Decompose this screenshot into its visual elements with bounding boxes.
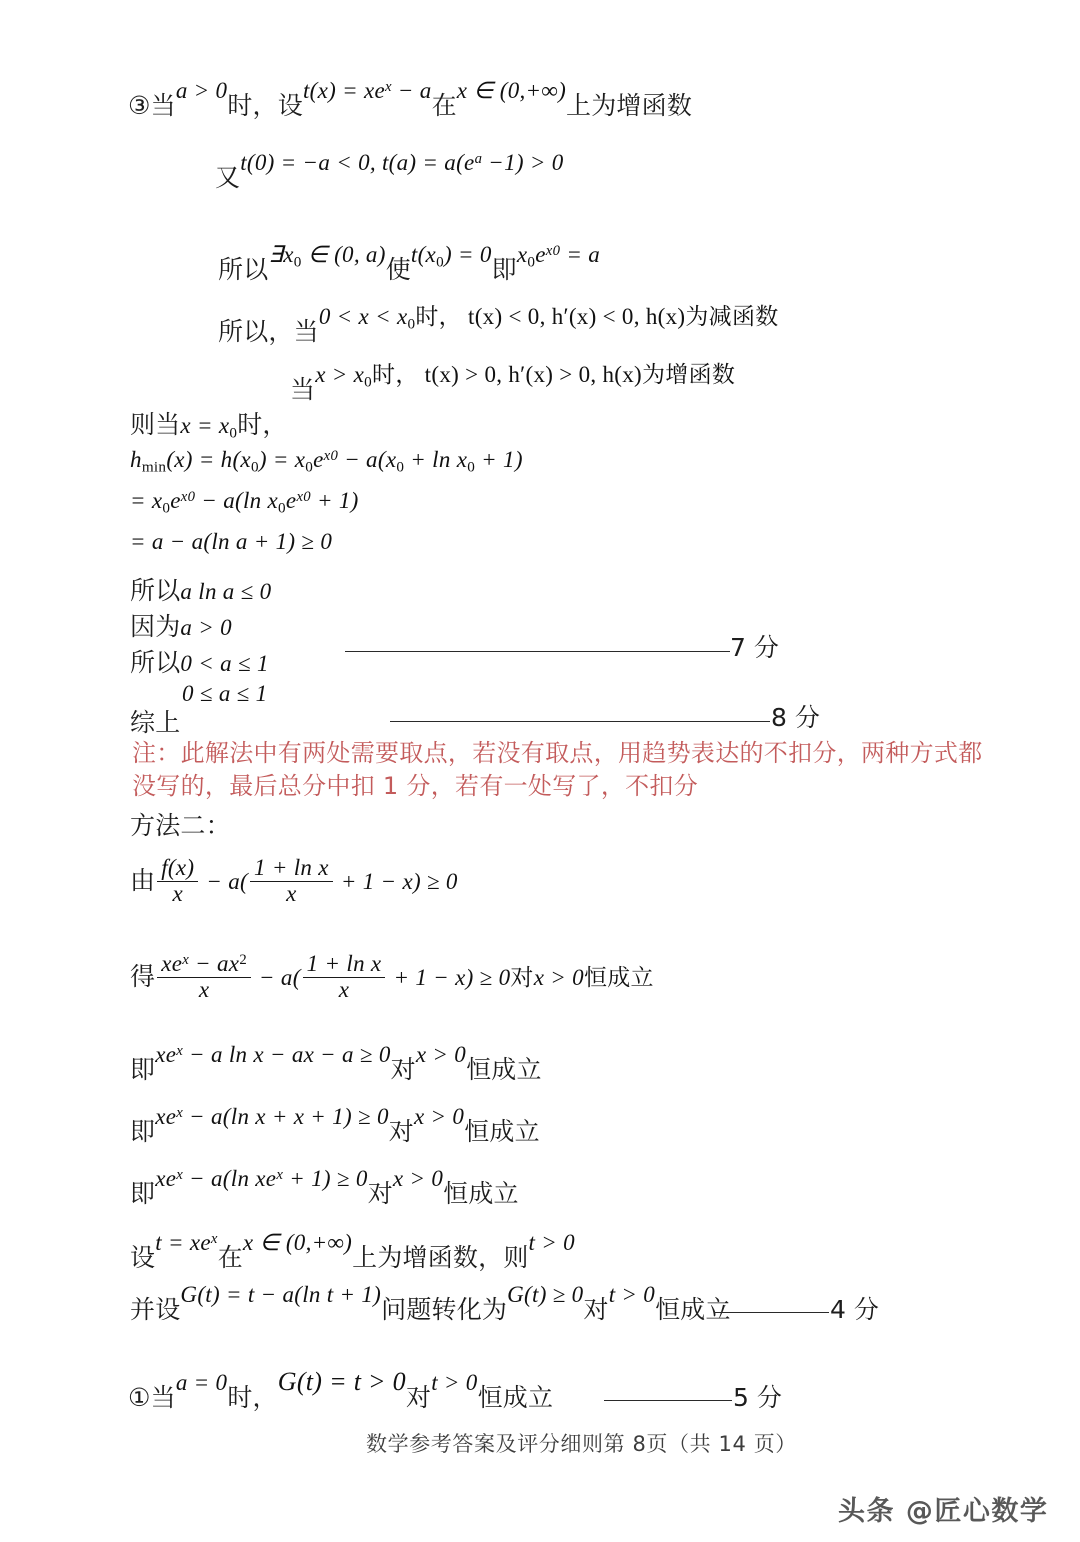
case-marker-1: ①当 bbox=[128, 1383, 176, 1412]
math-x0-exp-equals-a: $x_0e^{x0} = a$ bbox=[516, 242, 601, 271]
always-holds-label-2: 恒成立 bbox=[464, 1117, 540, 1146]
math-namely-3: $xe^x - a(\ln$ $xe^x + 1) \ge 0$ bbox=[155, 1166, 368, 1191]
math-t-substitution: $t = xe^x$ bbox=[155, 1230, 218, 1255]
math-increasing-condition: $x > x_0$时， t(x) > 0, h′(x) > 0, h(x)为增函数 bbox=[315, 362, 736, 391]
namely-label-3: 即 bbox=[130, 1117, 156, 1146]
math-a-equals-zero: a = 0 bbox=[175, 1370, 228, 1395]
math-exists-x0: $\exists x_0$ ∈ (0, a) bbox=[268, 242, 386, 271]
math-domain-interval-2: x ∈ (0,+∞) bbox=[242, 1230, 353, 1255]
such-that-label: 使 bbox=[385, 255, 411, 284]
step-marker-3: ③当 bbox=[128, 91, 176, 120]
step-3-text-2: 在 bbox=[431, 91, 457, 120]
math-hmin-simplified: = $x_0e^{x0} - a(\ln$ $x_0e^{x0} + 1$) bbox=[130, 488, 359, 517]
for-label-1: 对 bbox=[390, 1055, 416, 1084]
hmin-line-1 bbox=[130, 447, 523, 476]
score-8: 8 分 bbox=[771, 703, 820, 732]
fraction-xex-minus-ax2-over-x: $\frac{xe^x - ax^2}{x}$ bbox=[157, 952, 251, 1003]
then-when-label: 则当 bbox=[130, 410, 181, 439]
define-G-line bbox=[130, 1282, 731, 1326]
score-5: 5 分 bbox=[733, 1383, 782, 1412]
because-line bbox=[130, 607, 232, 643]
decreasing-interval-line bbox=[218, 304, 779, 349]
math-namely-1: $xe^x - a$ ln x − ax − a ≥ 0 bbox=[155, 1042, 391, 1067]
conclusion-math-line bbox=[182, 681, 267, 707]
math-G-equals-t: G(t) = t > 0 bbox=[277, 1367, 406, 1396]
always-holds-label-3: 恒成立 bbox=[443, 1179, 519, 1208]
range-a-line bbox=[130, 643, 269, 679]
step-3-text-3: 上为增函数 bbox=[566, 91, 693, 120]
namely-label-4: 即 bbox=[130, 1179, 156, 1208]
for-label-3: 对 bbox=[367, 1179, 393, 1208]
fraction-fx-over-x: $\frac{f(x)}{x}$ bbox=[157, 856, 198, 907]
fraction-1plusln-over-x-2: $\frac{\text{1 + ln x}}{x}$ bbox=[303, 952, 386, 1003]
math-inequality-fractions: $\frac{f(x)}{x}$ − a( $\frac{\text{1 + ln x}}{x}$ + 1 − x) ≥ 0 bbox=[155, 869, 458, 894]
method-two-label: 方法二： bbox=[130, 811, 231, 840]
conclusion-line bbox=[130, 703, 180, 739]
namely-label-2: 即 bbox=[130, 1055, 156, 1084]
math-a-ln-a: a ln a ≤ 0 bbox=[180, 579, 272, 604]
therefore-label-2: 所以 bbox=[130, 576, 181, 605]
math-G-nonnegative: G(t) ≥ 0 bbox=[507, 1282, 584, 1307]
math-t-definition: $t(x) = xe^x - a$ bbox=[302, 78, 432, 103]
always-holds-label-4: 恒成立 bbox=[655, 1295, 731, 1324]
let-label: 设 bbox=[130, 1243, 156, 1272]
because-label: 因为 bbox=[130, 612, 181, 641]
math-t-positive-3: t > 0 bbox=[431, 1370, 478, 1395]
conclusion-label: 综上 bbox=[130, 708, 181, 737]
problem-reduces-label: 问题转化为 bbox=[381, 1295, 508, 1324]
case-1-line bbox=[128, 1367, 554, 1414]
math-a-range-1: 0 < a ≤ 1 bbox=[180, 651, 269, 676]
math-domain-interval: x ∈ (0,+∞) bbox=[456, 78, 567, 103]
math-namely-2: $xe^x - a(\ln$ x + x + 1) ≥ 0 bbox=[155, 1104, 389, 1129]
math-expanded-inequality: $\frac{xe^x - ax^2}{x}$ − a( $\frac{\text{1 + ln x}}{x}$ + 1 − x) ≥ 0对x > 0恒成立 bbox=[155, 965, 654, 990]
therefore-when-label: 所以，当 bbox=[218, 317, 319, 346]
math-decreasing-condition: $0 < x < x_0$时， t(x) < 0, h′(x) < 0, h(x)为减函数 bbox=[318, 304, 779, 333]
score-rule-5 bbox=[604, 1400, 732, 1401]
math-t-x0-zero: $t(x_0) = 0$ bbox=[410, 242, 492, 271]
for-label-5: 对 bbox=[405, 1383, 432, 1412]
math-x-equals-x0: $x = x_0$ bbox=[180, 413, 238, 442]
always-holds-label-1: 恒成立 bbox=[466, 1055, 542, 1084]
score-rule-8 bbox=[390, 721, 770, 722]
math-t-positive-2: t > 0 bbox=[608, 1282, 656, 1307]
score-rule-4 bbox=[714, 1312, 829, 1313]
and-let-label: 并设 bbox=[130, 1295, 181, 1324]
hmin-line-2 bbox=[130, 488, 359, 517]
step-3-text-1: 时，设 bbox=[227, 91, 303, 120]
increasing-interval-line bbox=[290, 362, 736, 407]
watermark: 头条 @匠心数学 bbox=[838, 1496, 1049, 1527]
alna-line bbox=[130, 571, 271, 607]
substitution-line bbox=[130, 1230, 575, 1274]
then-when-line bbox=[130, 405, 288, 442]
math-hmin-final: = a − a(ln a + 1) ≥ 0 bbox=[130, 529, 333, 554]
step-3-line bbox=[128, 78, 693, 122]
for-label-2: 对 bbox=[388, 1117, 414, 1146]
increasing-function-label: 上为增函数，则 bbox=[352, 1243, 529, 1272]
for-label-4: 对 bbox=[583, 1295, 609, 1324]
from-inequality-line bbox=[130, 856, 458, 907]
math-G-definition: G(t) = t − a(ln t + 1) bbox=[180, 1282, 382, 1307]
therefore-label-3: 所以 bbox=[130, 648, 181, 677]
method-two-heading bbox=[130, 806, 231, 842]
math-a-range-final: 0 ≤ a ≤ 1 bbox=[182, 681, 268, 706]
page-footer: 数学参考答案及评分细则第 8页（共 14 页） bbox=[366, 1432, 797, 1456]
from-label: 由 bbox=[130, 865, 156, 895]
existence-line bbox=[218, 242, 601, 287]
namely-line-3 bbox=[130, 1166, 519, 1210]
grading-note-line-1: 注：此解法中有两处需要取点，若没有取点，用趋势表达的不扣分，两种方式都 bbox=[132, 739, 983, 767]
score-rule-7 bbox=[345, 651, 730, 652]
when-label: 当 bbox=[290, 375, 316, 404]
on-label: 在 bbox=[217, 1243, 243, 1272]
namely-line-1 bbox=[130, 1042, 542, 1086]
math-x-positive-2: x > 0 bbox=[413, 1104, 465, 1129]
obtain-inequality-line bbox=[130, 952, 654, 1003]
math-t-positive: t > 0 bbox=[528, 1230, 575, 1255]
namely-label-1: 即 bbox=[491, 255, 517, 284]
math-x-positive-1: x > 0 bbox=[415, 1042, 467, 1067]
always-holds-label-5: 恒成立 bbox=[477, 1383, 554, 1412]
again-label: 又 bbox=[215, 163, 241, 192]
obtain-label: 得 bbox=[130, 961, 156, 991]
therefore-label-1: 所以 bbox=[218, 255, 269, 284]
score-7: 7 分 bbox=[730, 633, 779, 662]
grading-note-line-2: 没写的，最后总分中扣 1 分，若有一处写了，不扣分 bbox=[132, 772, 699, 800]
sup-x0: x0 bbox=[545, 242, 561, 259]
math-a-positive: a > 0 bbox=[180, 615, 232, 640]
then-when-suffix: 时， bbox=[237, 410, 288, 439]
math-hmin-expression: $h_{min}(x) = h(x_0) = x_0e^{x0} - a(x_0 + \ln x_0 + 1)$ bbox=[130, 447, 523, 476]
case-1-when-label: 时， bbox=[227, 1383, 278, 1412]
score-4: 4 分 bbox=[830, 1295, 879, 1324]
namely-line-2 bbox=[130, 1104, 540, 1148]
again-line bbox=[215, 150, 564, 194]
math-a-gt-0: a > 0 bbox=[175, 78, 228, 103]
math-t0-ta-values: t(0) = −a < 0, $t(a) = a(e^a -1) > 0$ bbox=[240, 150, 564, 175]
math-x-positive-3: x > 0 bbox=[392, 1166, 444, 1191]
fraction-1plusln-over-x: $\frac{\text{1 + ln x}}{x}$ bbox=[250, 856, 333, 907]
hmin-line-3 bbox=[130, 529, 332, 555]
